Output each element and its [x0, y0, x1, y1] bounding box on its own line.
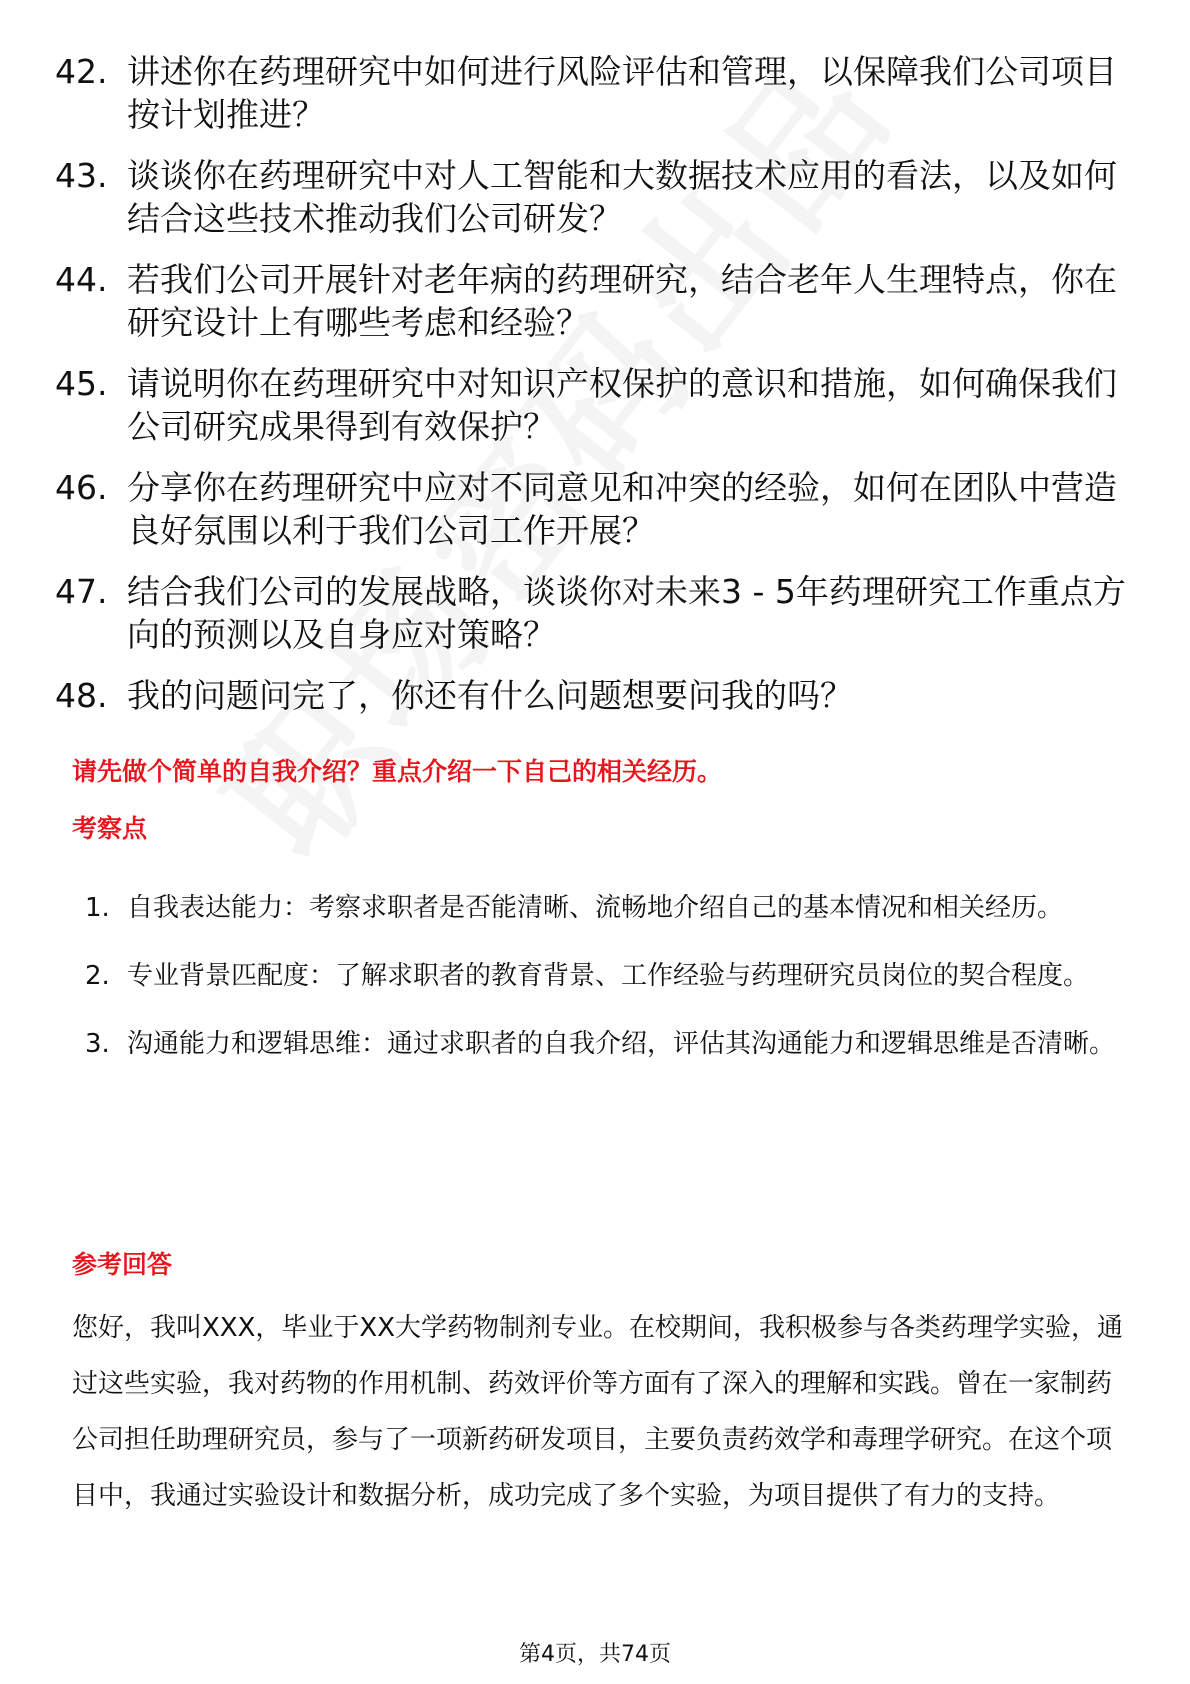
exam-point-item [85, 1016, 1125, 1072]
answer-heading: 参考回答 [72, 1250, 173, 1279]
question-item [55, 154, 1135, 240]
question-item [55, 50, 1135, 136]
exam-point-text: 自我表达能力：考察求职者是否能清晰、流畅地介绍自己的基本情况和相关经历。 [127, 893, 1064, 923]
question-list [55, 50, 1135, 735]
question-item [55, 362, 1135, 448]
exam-point-item [85, 948, 1125, 1004]
question-number: 44. [55, 260, 108, 299]
page-footer: 第4页，共74页 [519, 1642, 671, 1667]
question-number: 43. [55, 156, 108, 195]
question-number: 42. [55, 52, 108, 91]
question-text: 结合我们公司的发展战略，谈谈你对未来3 - 5年药理研究工作重点方向的预测以及自身应对策略？ [127, 572, 1126, 654]
highlight-question: 请先做个简单的自我介绍？重点介绍一下自己的相关经历。 [72, 757, 723, 786]
question-item [55, 570, 1135, 656]
question-number: 46. [55, 468, 108, 507]
exam-point-item [85, 880, 1125, 936]
question-text: 我的问题问完了，你还有什么问题想要问我的吗？ [127, 676, 853, 715]
exam-point-number: 1. [85, 893, 110, 923]
exam-point-text: 沟通能力和逻辑思维：通过求职者的自我介绍，评估其沟通能力和逻辑思维是否清晰。 [127, 1029, 1116, 1059]
question-item [55, 466, 1135, 552]
answer-paragraph: 您好，我叫XXX，毕业于XX大学药物制剂专业。在校期间，我积极参与各类药理学实验，通过这些实验，我对药物的作用机制、药效评价等方面有了深入的理解和实践。曾在一家制药公司担任助理研究员，参与了一项新药研发项目，主要负责药效学和毒理学研究。在这个项目中，我通过实验设计和数据分析，成功完成了多个实验，为项目提供了有力的支持。 [72, 1313, 1124, 1511]
question-text: 讲述你在药理研究中如何进行风险评估和管理，以保障我们公司项目按计划推进？ [127, 52, 1117, 134]
exam-points-heading: 考察点 [72, 814, 148, 843]
exam-point-number: 2. [85, 961, 110, 991]
question-text: 请说明你在药理研究中对知识产权保护的意识和措施，如何确保我们公司研究成果得到有效保护？ [127, 364, 1117, 446]
question-number: 45. [55, 364, 108, 403]
exam-points-list [85, 880, 1125, 1084]
question-text: 若我们公司开展针对老年病的药理研究，结合老年人生理特点，你在研究设计上有哪些考虑和经验？ [127, 260, 1117, 342]
exam-point-text: 专业背景匹配度：了解求职者的教育背景、工作经验与药理研究员岗位的契合程度。 [127, 961, 1090, 991]
exam-point-number: 3. [85, 1029, 110, 1059]
question-item [55, 674, 1135, 717]
question-number: 47. [55, 572, 108, 611]
question-item [55, 258, 1135, 344]
question-text: 谈谈你在药理研究中对人工智能和大数据技术应用的看法，以及如何结合这些技术推动我们公司研发？ [127, 156, 1117, 238]
question-number: 48. [55, 676, 108, 715]
question-text: 分享你在药理研究中应对不同意见和冲突的经验，如何在团队中营造良好氛围以利于我们公司工作开展？ [127, 468, 1117, 550]
